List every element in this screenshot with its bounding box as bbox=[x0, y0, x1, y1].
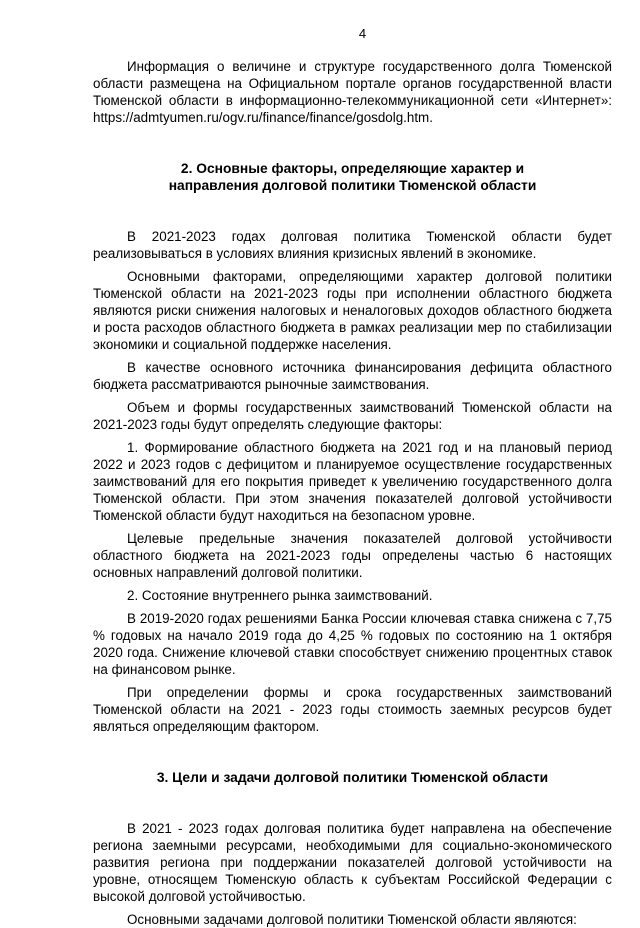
spacer bbox=[93, 126, 612, 160]
section-2-heading bbox=[93, 160, 612, 194]
section-2-paragraph: Объем и формы государственных заимствований Тюменской области на 2021-2023 годы будут определять следующие факторы: bbox=[93, 400, 612, 432]
section-2-paragraph: В 2019-2020 годах решениями Банка России ключевая ставка снижена с 7,75 % годовых на начало 2019 года до 4,25 % годовых по состоянию на 1 октября 2020 года. Снижение ключевой ставки способствует снижению процентных ставок на финансовом рынке. bbox=[93, 611, 612, 677]
section-2-paragraph: В качестве основного источника финансирования дефицита областного бюджета рассматриваются рыночные заимствования. bbox=[93, 360, 612, 392]
section-2-paragraph: В 2021-2023 годах долговая политика Тюменской области будет реализовываться в условиях влияния кризисных явлений в экономике. bbox=[93, 229, 612, 261]
section-3-heading: 3. Цели и задачи долговой политики Тюменской области bbox=[156, 770, 549, 785]
section-2-paragraph: При определении формы и срока государственных заимствований Тюменской области на 2021 - 2023 годы стоимость заемных ресурсов будет являться определяющим фактором. bbox=[93, 685, 612, 734]
section-2-paragraph: Целевые предельные значения показателей долговой устойчивости областного бюджета на 2021-2023 годы определены частью 6 настоящих основных направлений долговой политики. bbox=[93, 531, 612, 580]
section-3-paragraph: В 2021 - 2023 годах долговая политика будет направлена на обеспечение региона заемными ресурсами, необходимыми для социально-экономического развития региона при поддержании показателей долговой устойчивости на уровне, относящем Тюменскую область к субъектам Российской Федерации с высокой долговой устойчивостью. bbox=[93, 821, 612, 904]
section-2-heading-line-1: 2. Основные факторы, определяющие характер и bbox=[180, 161, 525, 176]
section-3-paragraph: Основными задачами долговой политики Тюменской области являются: bbox=[127, 912, 577, 927]
intro-paragraph: Информация о величине и структуре государственного долга Тюменской области размещена на Официальном портале органов государственной власти Тюменской области в информационно-телекоммуникационной сети «Интернет»: https://admtyumen.ru/ogv.ru/finance/finance/gosdolg.htm. bbox=[93, 59, 612, 125]
spacer bbox=[93, 735, 612, 769]
section-2-paragraph: 1. Формирование областного бюджета на 2021 год и на плановый период 2022 и 2023 годов с дефицитом и планируемое осуществление государственных заимствований для его покрытия приведет к увеличению государственного долга Тюменской области. При этом значения показателей долговой устойчивости Тюменской области будут находиться на безопасном уровне. bbox=[93, 440, 612, 523]
spacer bbox=[93, 194, 612, 228]
section-2-paragraph: Основными факторами, определяющими характер долговой политики Тюменской области на 2021-2023 годы при исполнении областного бюджета являются риски снижения налоговых и неналоговых доходов областного бюджета и роста расходов областного бюджета в рамках реализации мер по стабилизации экономики и социальной поддержке населения. bbox=[93, 269, 612, 352]
page-number: 4 bbox=[358, 26, 367, 41]
section-2-heading-line-2: направления долговой политики Тюменской области bbox=[168, 178, 537, 193]
spacer bbox=[93, 786, 612, 820]
section-2-paragraph: 2. Состояние внутреннего рынка заимствований. bbox=[127, 588, 433, 603]
